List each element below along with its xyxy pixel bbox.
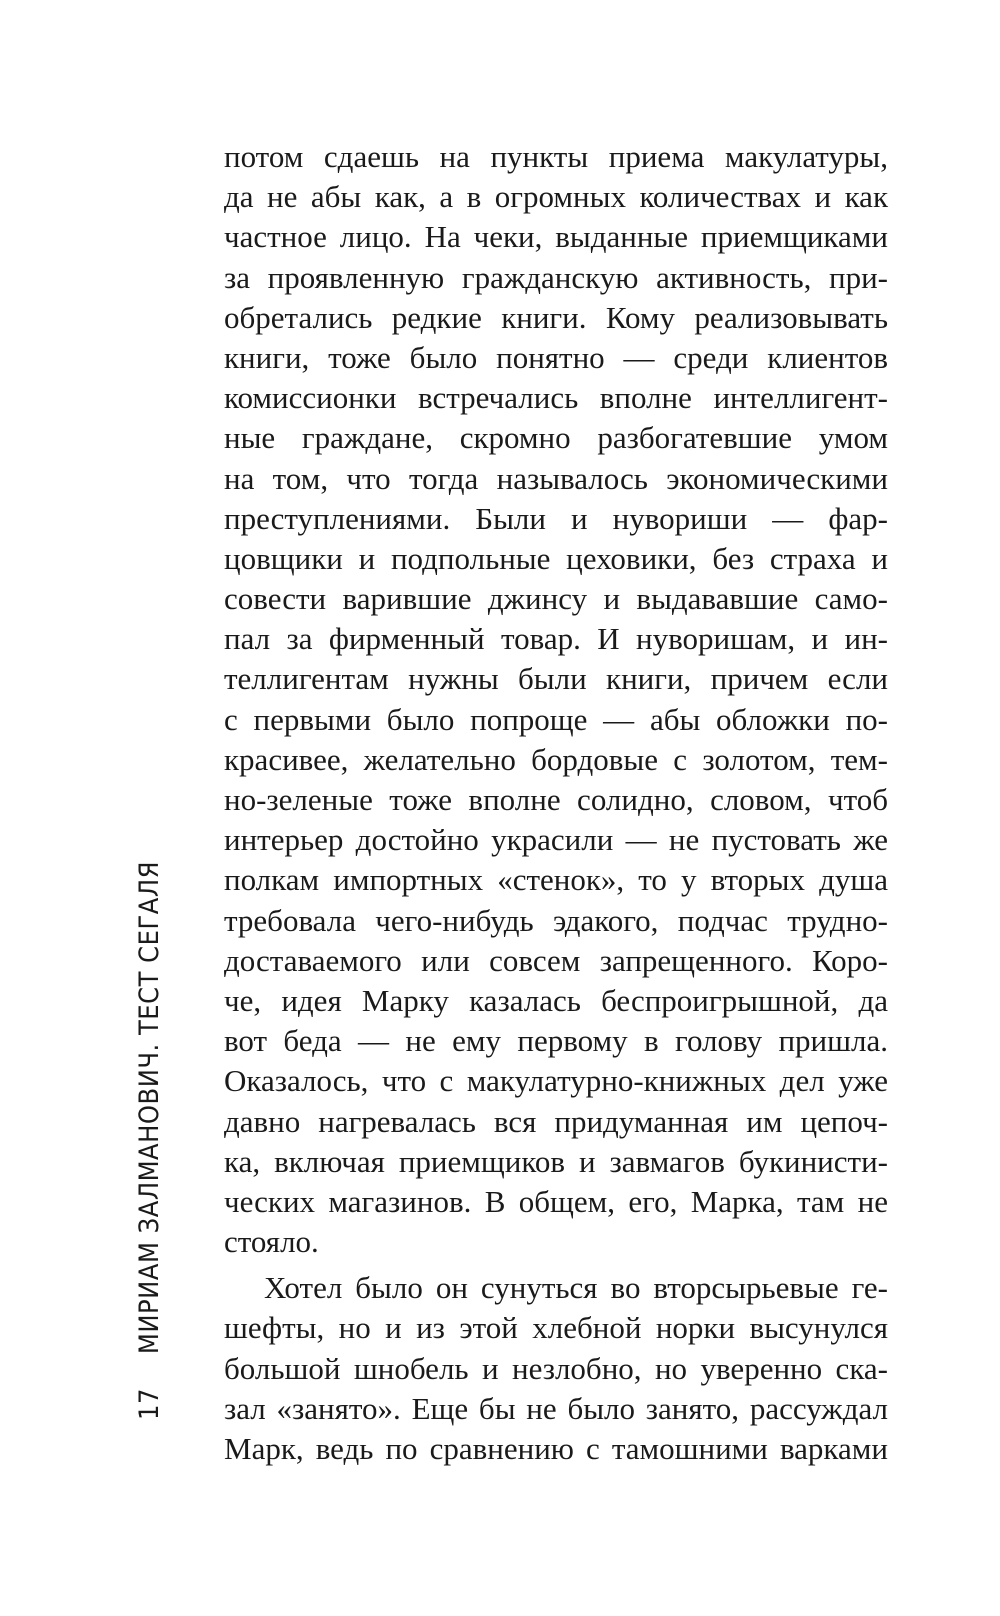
text-line: че, идея Марку казалась беспроигрышной, да: [224, 982, 888, 1018]
text-line: на том, что тогда называлось экономическими: [224, 460, 888, 496]
text-line: Хотел было он сунуться во вторсырьевые ге-: [264, 1270, 888, 1306]
text-line: ные граждане, скромно разбогатевшие умом: [224, 420, 888, 456]
text-line: совести варившие джинсу и выдававшие само-: [224, 581, 888, 617]
text-line: зал «занято». Еще бы не было занято, рассуждал: [224, 1390, 888, 1426]
text-line: требовала чего-нибудь эдакого, подчас трудно-: [224, 902, 888, 938]
text-line: цовщики и подпольные цеховики, без страха и: [224, 540, 888, 576]
text-line: Оказалось, что с макулатурно-книжных дел уже: [224, 1063, 888, 1099]
page-number: 17: [134, 1388, 165, 1420]
body-text: [224, 137, 888, 1469]
text-line: пал за фирменный товар. И нуворишам, и ин-: [224, 621, 888, 657]
text-line: давно нагревалась вся придуманная им цепоч-: [224, 1103, 888, 1139]
text-line: да не абы как, а в огромных количествах и как: [224, 179, 888, 215]
text-line: стояло.: [224, 1224, 319, 1260]
text-line: ка, включая приемщиков и завмагов букинисти-: [224, 1143, 888, 1179]
text-line: частное лицо. На чеки, выданные приемщиками: [224, 219, 888, 255]
text-line: за проявленную гражданскую активность, при-: [224, 259, 888, 295]
text-line: ческих магазинов. В общем, его, Марка, там не: [224, 1183, 888, 1219]
running-head-title: МИРИАМ ЗАЛМАНОВИЧ. ТЕСТ СЕГАЛЯ: [134, 860, 165, 1355]
text-line: обретались редкие книги. Кому реализовывать: [224, 299, 888, 335]
text-line: но-зеленые тоже вполне солидно, словом, чтоб: [224, 782, 888, 817]
text-line: полкам импортных «стенок», то у вторых душа: [224, 862, 888, 898]
text-line: Марк, ведь по сравнению с тамошними варками: [224, 1431, 888, 1466]
text-line: красивее, желательно бордовые с золотом, тем-: [224, 741, 888, 777]
text-line: шефты, но и из этой хлебной норки высунулся: [224, 1310, 888, 1346]
text-line: преступлениями. Были и нувориши — фар-: [224, 500, 888, 536]
text-line: большой шнобель и незлобно, но уверенно ска-: [224, 1350, 888, 1386]
text-line: потом сдаешь на пункты приема макулатуры,: [224, 139, 888, 174]
paragraph-1: [224, 137, 888, 1262]
text-line: комиссионки встречались вполне интеллигент-: [224, 380, 888, 416]
text-line: доставаемого или совсем запрещенного. Коро-: [224, 942, 888, 978]
paragraph-2: [224, 1268, 888, 1469]
text-line: с первыми было попроще — абы обложки по-: [224, 701, 888, 737]
running-head: [134, 861, 165, 1420]
text-line: теллигентам нужны были книги, причем если: [224, 661, 888, 697]
text-line: вот беда — не ему первому в голову пришла.: [224, 1023, 888, 1059]
text-line: интерьер достойно украсили — не пустовать же: [224, 822, 888, 858]
text-line: книги, тоже было понятно — среди клиентов: [224, 339, 888, 375]
